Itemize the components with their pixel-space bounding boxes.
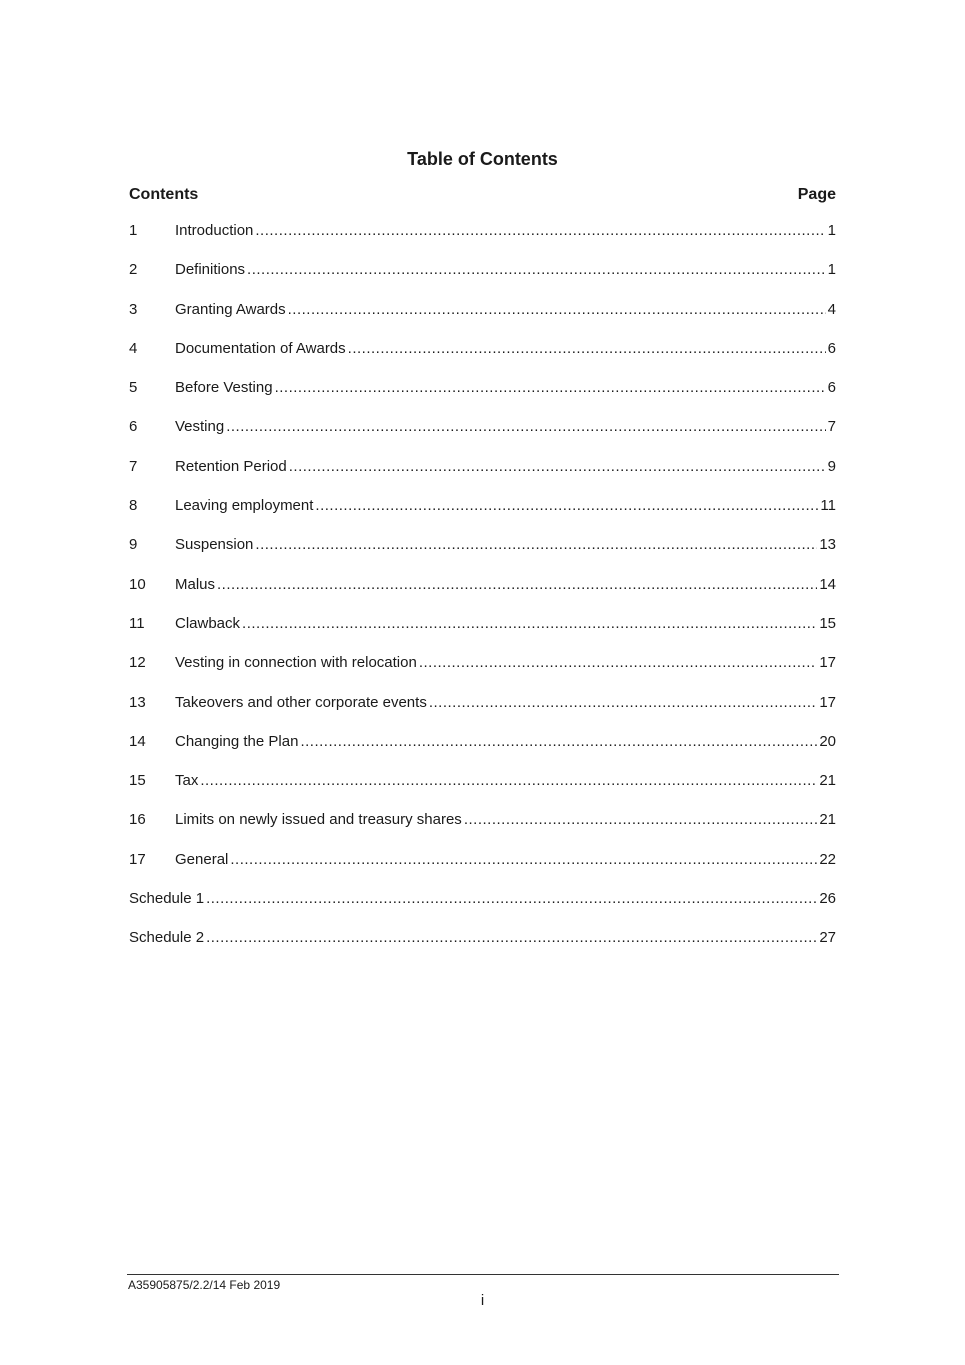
toc-entry-label: Introduction <box>175 222 254 239</box>
toc-dot-leader <box>289 457 826 477</box>
toc-entry-page: 4 <box>827 300 836 318</box>
toc-dot-leader <box>419 653 817 673</box>
toc-entry-label: General <box>175 850 229 868</box>
toc-entry-page: 6 <box>827 339 836 357</box>
toc-entry-page: 1 <box>827 222 836 239</box>
toc-dot-leader <box>348 339 826 359</box>
toc-dot-leader <box>255 221 825 241</box>
toc-list <box>129 221 836 968</box>
toc-entry[interactable] <box>129 221 836 260</box>
toc-entry-number: 10 <box>129 575 146 593</box>
toc-entry-label: Vesting <box>175 418 225 436</box>
toc-entry-page: 17 <box>819 693 836 711</box>
toc-entry-page: 11 <box>820 497 836 515</box>
toc-entry[interactable] <box>129 260 836 299</box>
toc-entry-label: Takeovers and other corporate events <box>175 693 427 711</box>
toc-entry-label: Limits on newly issued and treasury shares <box>175 811 462 829</box>
toc-entry[interactable] <box>129 732 836 771</box>
toc-entry-page: 13 <box>819 536 836 554</box>
toc-entry[interactable] <box>129 575 836 614</box>
toc-entry-label: Changing the Plan <box>175 732 299 750</box>
toc-entry[interactable] <box>129 378 836 417</box>
toc-entry-page: 7 <box>827 418 836 436</box>
toc-entry-number: 17 <box>129 850 146 868</box>
toc-dot-leader <box>217 575 817 595</box>
toc-entry-label: Vesting in connection with relocation <box>175 654 417 672</box>
toc-schedule-page: 26 <box>819 890 836 908</box>
toc-entry[interactable] <box>129 614 836 653</box>
toc-entry-label: Suspension <box>175 536 254 554</box>
toc-dot-leader <box>288 300 826 320</box>
toc-header <box>129 186 836 204</box>
toc-entry-label: Documentation of Awards <box>175 339 346 357</box>
toc-entry-label: Malus <box>175 575 216 593</box>
toc-schedule-entry[interactable] <box>129 889 836 928</box>
toc-entry[interactable] <box>129 810 836 849</box>
toc-entry[interactable] <box>129 457 836 496</box>
toc-dot-leader <box>255 535 817 555</box>
toc-dot-leader <box>230 850 817 870</box>
toc-entry[interactable] <box>129 339 836 378</box>
toc-entry-page: 6 <box>827 379 836 397</box>
toc-entry[interactable] <box>129 417 836 456</box>
toc-entry-number: 7 <box>129 457 138 475</box>
toc-schedule-label: Schedule 2 <box>129 929 205 947</box>
toc-dot-leader <box>242 614 817 634</box>
toc-entry-number: 12 <box>129 654 146 672</box>
toc-entry[interactable] <box>129 693 836 732</box>
toc-entry[interactable] <box>129 771 836 810</box>
footer-divider <box>127 1274 839 1275</box>
toc-entry-number: 13 <box>129 693 146 711</box>
toc-entry[interactable] <box>129 496 836 535</box>
toc-entry-page: 21 <box>819 772 836 790</box>
toc-dot-leader <box>464 810 818 830</box>
toc-dot-leader <box>206 889 817 909</box>
toc-entry[interactable] <box>129 653 836 692</box>
toc-entry-number: 4 <box>129 339 138 357</box>
toc-entry-number: 9 <box>129 536 138 554</box>
toc-entry-number: 1 <box>129 222 138 239</box>
toc-entry-page: 9 <box>827 457 836 475</box>
toc-dot-leader <box>247 260 826 280</box>
toc-entry[interactable] <box>129 535 836 574</box>
toc-entry-page: 1 <box>827 261 836 279</box>
toc-dot-leader <box>300 732 817 752</box>
toc-entry-label: Retention Period <box>175 457 287 475</box>
toc-dot-leader <box>275 378 826 398</box>
toc-entry-page: 15 <box>819 614 836 632</box>
toc-entry-number: 14 <box>129 732 146 750</box>
toc-header-contents: Contents <box>129 186 199 203</box>
toc-entry-page: 14 <box>819 575 836 593</box>
toc-entry-number: 2 <box>129 261 138 279</box>
toc-title: Table of Contents <box>407 149 558 169</box>
toc-entry-label: Tax <box>175 772 199 790</box>
toc-entry[interactable] <box>129 300 836 339</box>
toc-entry-label: Definitions <box>175 261 246 279</box>
toc-entry[interactable] <box>129 850 836 889</box>
toc-dot-leader <box>315 496 818 516</box>
footer-document-reference: A35905875/2.2/14 Feb 2019 <box>128 1278 281 1292</box>
toc-dot-leader <box>226 417 825 437</box>
toc-entry-page: 21 <box>819 811 836 829</box>
toc-entry-number: 3 <box>129 300 138 318</box>
footer-page-number: i <box>480 1292 485 1309</box>
toc-entry-page: 22 <box>819 850 836 868</box>
toc-entry-page: 20 <box>819 732 836 750</box>
toc-entry-page: 17 <box>819 654 836 672</box>
toc-entry-label: Granting Awards <box>175 300 286 318</box>
toc-entry-label: Leaving employment <box>175 497 314 515</box>
toc-dot-leader <box>429 693 817 713</box>
toc-entry-number: 15 <box>129 772 146 790</box>
toc-entry-label: Before Vesting <box>175 379 273 397</box>
toc-entry-number: 6 <box>129 418 138 436</box>
toc-entry-number: 5 <box>129 379 138 397</box>
toc-schedule-label: Schedule 1 <box>129 890 205 908</box>
toc-entry-label: Clawback <box>175 614 241 632</box>
toc-header-page: Page <box>797 186 836 203</box>
toc-schedule-page: 27 <box>819 929 836 947</box>
toc-entry-number: 11 <box>129 614 145 632</box>
toc-dot-leader <box>206 928 817 948</box>
toc-schedule-entry[interactable] <box>129 928 836 967</box>
toc-entry-number: 8 <box>129 497 138 515</box>
toc-dot-leader <box>200 771 817 791</box>
toc-entry-number: 16 <box>129 811 146 829</box>
